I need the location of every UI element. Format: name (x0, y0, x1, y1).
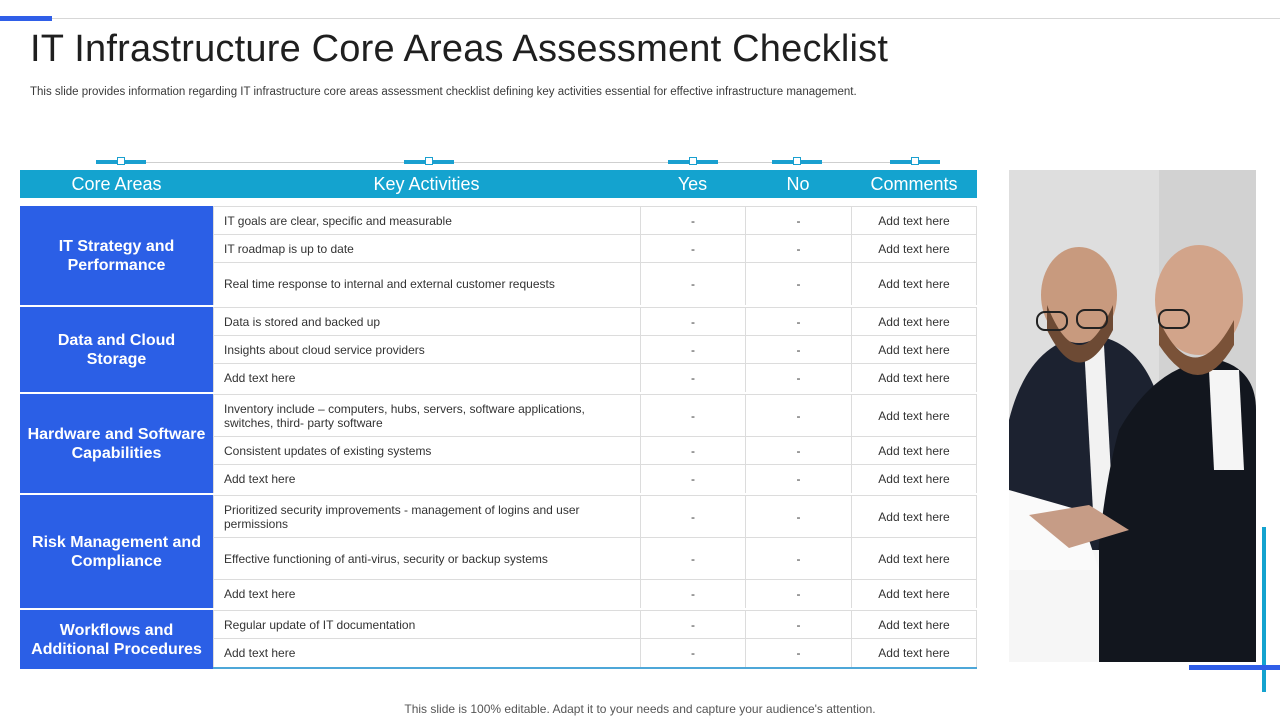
comment-cell: Add text here (851, 639, 977, 667)
no-cell: - (745, 580, 851, 608)
no-cell: - (745, 235, 851, 262)
key-activity-cell: Add text here (213, 465, 640, 493)
no-cell: - (745, 639, 851, 667)
yes-cell: - (640, 308, 745, 335)
core-area-label: Hardware and Software Capabilities (20, 394, 213, 493)
slide-footer-note: This slide is 100% editable. Adapt it to your needs and capture your audience's attention. (404, 702, 876, 716)
yes-cell: - (640, 336, 745, 363)
key-activity-cell: Insights about cloud service providers (213, 336, 640, 363)
comment-cell: Add text here (851, 263, 977, 305)
yes-cell: - (640, 437, 745, 464)
top-divider (52, 18, 1280, 19)
header-no: No (786, 174, 810, 194)
key-activity-cell: Inventory include – computers, hubs, servers, software applications, switches, third- party software (213, 395, 640, 436)
no-cell: - (745, 308, 851, 335)
table-row (213, 611, 977, 639)
no-cell: - (745, 465, 851, 493)
table-row (213, 465, 977, 493)
table-row (213, 263, 977, 305)
core-area-group (20, 307, 977, 394)
yes-cell: - (640, 496, 745, 537)
core-area-label: Risk Management and Compliance (20, 495, 213, 608)
header-marker-no (772, 160, 822, 164)
table-row (213, 207, 977, 235)
comment-cell: Add text here (851, 611, 977, 638)
comment-cell: Add text here (851, 336, 977, 363)
table-row (213, 437, 977, 465)
key-activity-cell: Real time response to internal and external customer requests (213, 263, 640, 305)
decorative-horizontal-bar (1189, 665, 1280, 670)
yes-cell: - (640, 364, 745, 392)
key-activity-cell: Effective functioning of anti-virus, security or backup systems (213, 538, 640, 579)
header-yes: Yes (677, 174, 708, 194)
comment-cell: Add text here (851, 496, 977, 537)
yes-cell: - (640, 538, 745, 579)
key-activity-cell: Consistent updates of existing systems (213, 437, 640, 464)
table-row (213, 364, 977, 392)
core-area-group (20, 394, 977, 495)
checklist-table (20, 206, 977, 669)
no-cell: - (745, 395, 851, 436)
slide-title: IT Infrastructure Core Areas Assessment Checklist (30, 28, 889, 70)
two-men-reviewing-document-image (1009, 170, 1256, 662)
table-row (213, 580, 977, 608)
key-activity-cell: IT roadmap is up to date (213, 235, 640, 262)
header-marker-comments (890, 160, 940, 164)
header-marker-yes (668, 160, 718, 164)
yes-cell: - (640, 395, 745, 436)
key-activity-cell: Add text here (213, 580, 640, 608)
comment-cell: Add text here (851, 235, 977, 262)
comment-cell: Add text here (851, 395, 977, 436)
comment-cell: Add text here (851, 207, 977, 234)
table-row (213, 639, 977, 667)
comment-cell: Add text here (851, 437, 977, 464)
header-marker-core-areas (96, 160, 146, 164)
table-row (213, 496, 977, 538)
core-area-group (20, 206, 977, 307)
no-cell: - (745, 496, 851, 537)
comment-cell: Add text here (851, 465, 977, 493)
no-cell: - (745, 364, 851, 392)
core-area-group (20, 610, 977, 669)
yes-cell: - (640, 611, 745, 638)
key-activity-cell: Add text here (213, 639, 640, 667)
yes-cell: - (640, 263, 745, 305)
no-cell: - (745, 437, 851, 464)
comment-cell: Add text here (851, 364, 977, 392)
key-activity-cell: Prioritized security improvements - management of logins and user permissions (213, 496, 640, 537)
header-key-activities: Key Activities (373, 174, 480, 194)
core-area-label: Workflows and Additional Procedures (20, 610, 213, 669)
table-row (213, 308, 977, 336)
comment-cell: Add text here (851, 538, 977, 579)
no-cell: - (745, 207, 851, 234)
key-activity-cell: Add text here (213, 364, 640, 392)
yes-cell: - (640, 639, 745, 667)
table-header (20, 170, 977, 198)
header-marker-key-activities (404, 160, 454, 164)
comment-cell: Add text here (851, 308, 977, 335)
no-cell: - (745, 336, 851, 363)
key-activity-cell: Regular update of IT documentation (213, 611, 640, 638)
comment-cell: Add text here (851, 580, 977, 608)
business-photo (1009, 170, 1256, 662)
table-row (213, 336, 977, 364)
yes-cell: - (640, 235, 745, 262)
yes-cell: - (640, 207, 745, 234)
yes-cell: - (640, 465, 745, 493)
no-cell: - (745, 263, 851, 305)
top-accent-bar (0, 16, 52, 21)
core-area-label: IT Strategy and Performance (20, 206, 213, 305)
core-area-label: Data and Cloud Storage (20, 307, 213, 392)
no-cell: - (745, 538, 851, 579)
header-core-areas: Core Areas (71, 174, 162, 194)
core-area-group (20, 495, 977, 610)
slide-subtitle: This slide provides information regarding IT infrastructure core areas assessment checklist defining key activities essential for effective infrastructure management. (30, 86, 857, 98)
header-comments: Comments (870, 174, 958, 194)
key-activity-cell: Data is stored and backed up (213, 308, 640, 335)
yes-cell: - (640, 580, 745, 608)
key-activity-cell: IT goals are clear, specific and measurable (213, 207, 640, 234)
table-row (213, 235, 977, 263)
table-row (213, 538, 977, 580)
table-row (213, 395, 977, 437)
no-cell: - (745, 611, 851, 638)
